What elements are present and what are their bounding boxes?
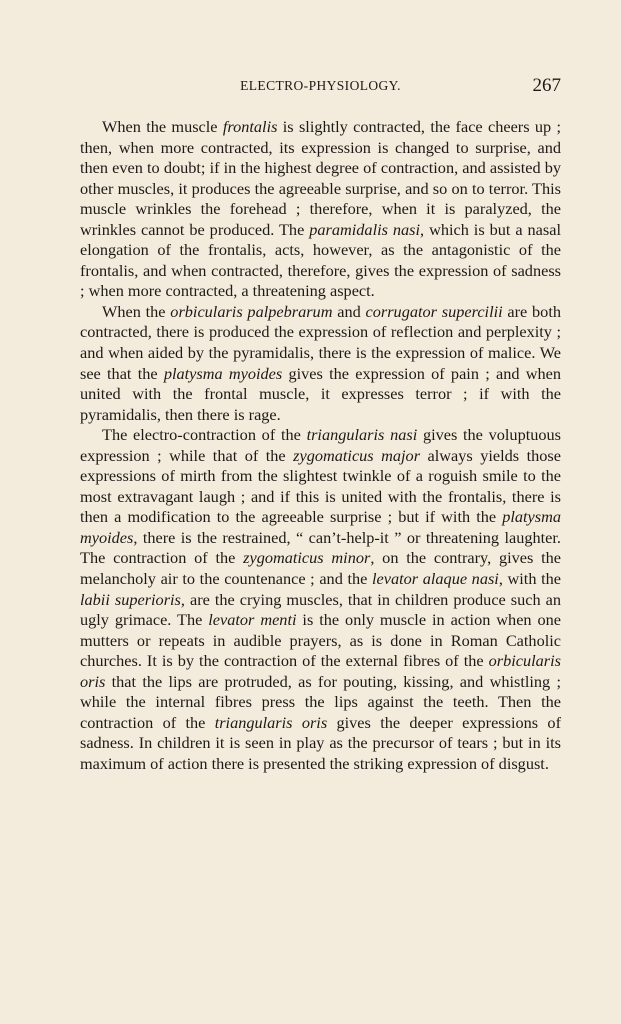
muscle-term: levator menti [208,610,297,630]
muscle-term: platysma myoides [163,363,283,383]
muscle-term: zygomaticus major [293,445,421,465]
text-span: The electro-contraction of the [102,425,307,445]
muscle-term: frontalis [222,117,278,136]
text-span: always yields those expressions of mirth from the slightest twinkle of a roguish smile to the most extravagant laugh ; and if this is united with the frontalis, there is then a modification to the agreeable surprise ; but if with the [80,445,561,527]
text-span: When the muscle [102,117,223,136]
paragraph-orbicularis [80,302,561,425]
muscle-term: corrugator supercilii [365,301,503,321]
muscle-term: platysma myoides [80,507,561,547]
muscle-term: orbicularis oris [80,651,561,691]
paragraph-electro-contraction [80,425,561,774]
paragraph-frontalis [80,117,561,302]
running-head [80,76,561,98]
muscle-term: orbicularis palpebrarum [170,301,333,321]
text-span: When the [102,301,171,321]
muscle-term: paramidalis nasi [309,219,421,239]
running-title: ELECTRO-PHYSIOLOGY. [240,78,401,93]
text-span: , there is the restrained, “ can’t-help-it ” or threatening laughter. The contraction of the [80,527,561,568]
muscle-term: zygomaticus minor [243,548,371,568]
muscle-term: labii superioris [80,589,181,609]
text-span: gives the deeper expressions of sadness. In children it is seen in play as the precursor of tears ; but in its maximum of action there is presented the striking expression of disgust. [80,712,561,773]
text-span: , on the contrary, gives the melancholy air to the countenance ; and the [80,548,562,589]
body-text [80,117,561,775]
muscle-term: triangularis oris [214,712,328,732]
text-span: gives the expression of pain ; and when united with the frontal muscle, it expresses terror ; if with the pyramidalis, then there is rage. [80,363,561,424]
text-span: , which is but a nasal elongation of the frontalis, acts, however, as the antagonistic of the frontalis, and when contracted, therefore, gives the expression of sadness ; when more contracted, a threatening aspect. [80,219,561,301]
text-span: is slightly contracted, the face cheers up ; then, when more contracted, its expression is changed to surprise, and then even to doubt; if in the highest degree of contraction, and assisted by other muscles, it produces the agreeable surprise, and so on to terror. This muscle wrinkles the forehead ; therefore, when it is paralyzed, the wrinkles cannot be produced. The [80,117,562,239]
page-number: 267 [532,75,561,96]
text-span: , with the [498,569,561,589]
text-span: is the only muscle in action when one mutters or repeats in audible prayers, as is done in Roman Catholic churches. It is by the contraction of the external fibres of the [80,610,561,671]
text-span: that the lips are protruded, as for pouting, kissing, and whistling ; while the internal fibres press the lips against the teeth. Then the contraction of the [80,671,561,732]
text-span: , are the crying muscles, that in children produce such an ugly grimace. The [80,589,561,630]
muscle-term: levator alaque nasi [372,569,499,589]
muscle-term: triangularis nasi [306,425,418,445]
text-span: are both contracted, there is produced the expression of reflection and perplexity ; and when aided by the pyramidalis, there is the expression of malice. We see that the [80,301,561,383]
text-span: gives the voluptuous expression ; while that of the [80,425,561,465]
text-span: and [332,301,366,321]
